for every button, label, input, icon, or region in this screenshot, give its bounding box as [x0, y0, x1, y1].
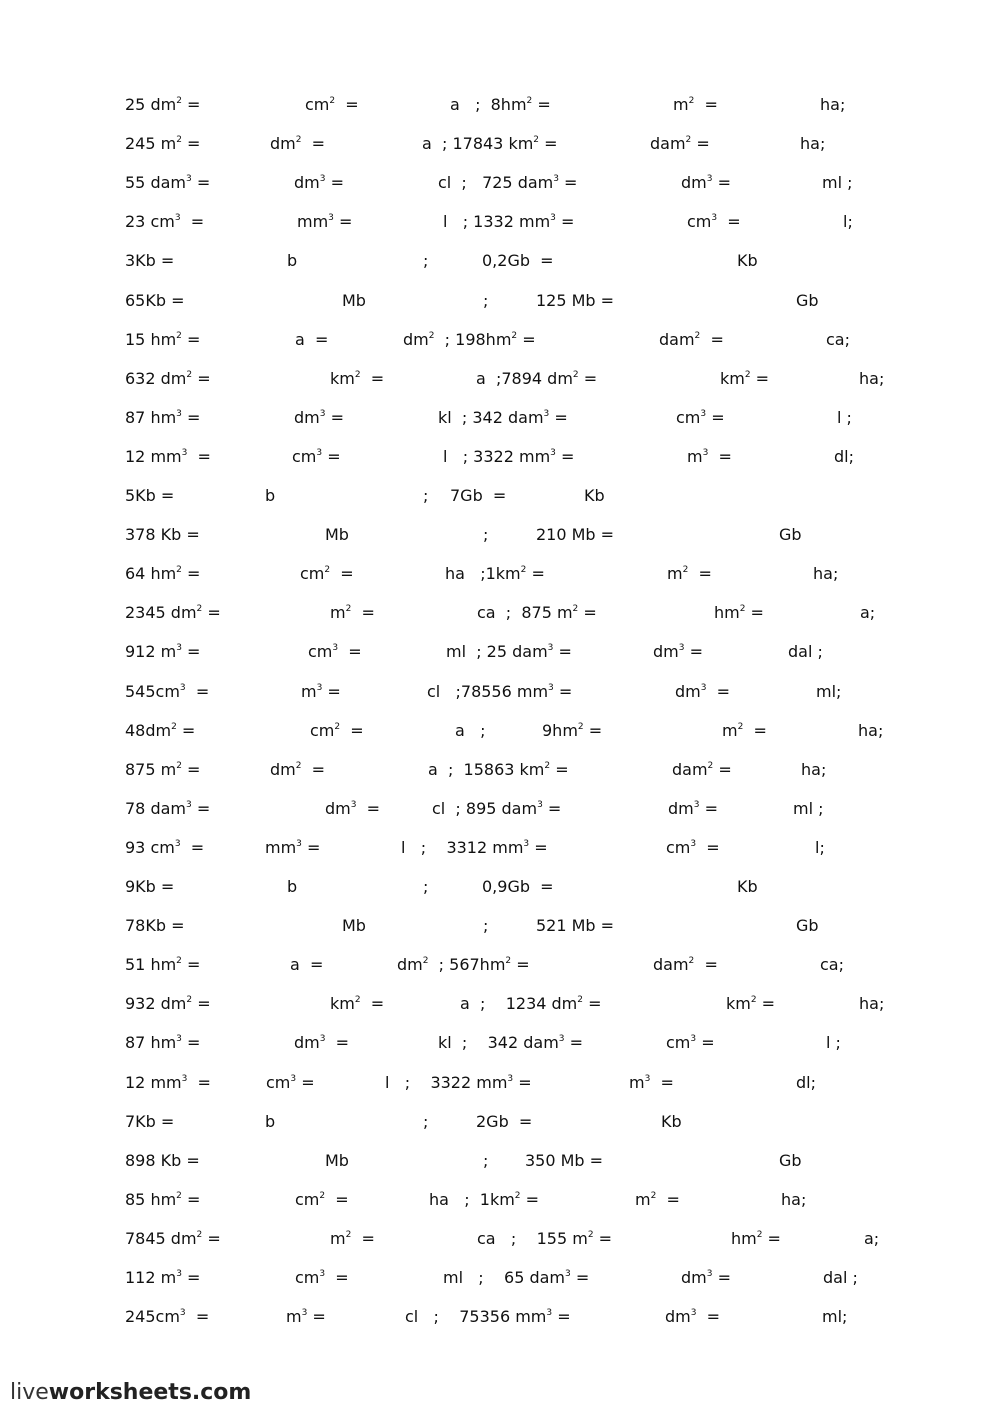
exercise-text: a ; $8hm^2$ = — [450, 95, 551, 114]
exercise-row — [0, 797, 1000, 821]
exercise-text: $km^2$ = — [330, 369, 385, 388]
exercise-text: cl ; 725 dam$^3$ = — [438, 173, 578, 192]
exercise-text: l ; — [837, 408, 852, 427]
exercise-text: $hm^2$ = — [714, 603, 764, 622]
exercise-row — [0, 640, 1000, 664]
exercise-row — [0, 171, 1000, 195]
exercise-row — [0, 328, 1000, 352]
exercise-text: $cm^3$ = — [666, 1033, 715, 1052]
exercise-text: dl; — [796, 1073, 816, 1092]
exercise-text: 112 $m^3$ = — [125, 1268, 201, 1287]
exercise-text: $m^2$ = — [330, 1229, 375, 1248]
exercise-text: 378 Kb = — [125, 525, 200, 544]
exercise-text: Kb — [584, 486, 605, 505]
exercise-text: $dm^3$ = — [675, 682, 731, 701]
exercise-text: dam$^2$ = — [672, 760, 732, 779]
exercise-text: ml ; 65 dam$^3$ = — [443, 1268, 590, 1287]
exercise-text: 0,2Gb = — [482, 251, 554, 270]
exercise-text: $48dm^2$ = — [125, 721, 196, 740]
exercise-text: ha; — [813, 564, 839, 583]
exercise-row — [0, 1110, 1000, 1134]
exercise-text: 87 $hm^3$ = — [125, 408, 201, 427]
exercise-text: $m^2$ = — [635, 1190, 680, 1209]
exercise-text: 0,9Gb = — [482, 877, 554, 896]
exercise-text: $dm^2$ ; $567hm^2$ = — [397, 955, 530, 974]
exercise-text: Kb — [661, 1112, 682, 1131]
exercise-text: b — [287, 877, 298, 896]
exercise-text: $km^2$ = — [720, 369, 770, 388]
exercise-text: ; — [483, 525, 489, 544]
exercise-text: $dm^2$ = — [270, 760, 326, 779]
exercise-text: $cm^2$ = — [300, 564, 354, 583]
exercise-text: 5Kb = — [125, 486, 175, 505]
exercise-text: 7Gb = — [450, 486, 507, 505]
exercise-text: $m^2$ = — [722, 721, 767, 740]
exercise-text: Mb — [342, 916, 366, 935]
exercise-row — [0, 93, 1000, 117]
exercise-text: ha; — [820, 95, 846, 114]
exercise-row — [0, 406, 1000, 430]
exercise-text: ca; — [826, 330, 850, 349]
exercise-row — [0, 992, 1000, 1016]
exercise-text: ; — [483, 1151, 489, 1170]
exercise-text: l; — [815, 838, 825, 857]
exercise-row — [0, 1227, 1000, 1251]
exercise-text: ; — [423, 251, 429, 270]
exercise-text: 25 $dm^2$ = — [125, 95, 201, 114]
exercise-text: 78 dam$^3$ = — [125, 799, 211, 818]
exercise-text: 55 dam$^3$ = — [125, 173, 211, 192]
exercise-row — [0, 445, 1000, 469]
exercise-row — [0, 562, 1000, 586]
exercise-text: 64 $hm^2$ = — [125, 564, 201, 583]
exercise-text: dl; — [834, 447, 854, 466]
exercise-text: $cm^2$ = — [310, 721, 364, 740]
exercise-text: a; — [864, 1229, 880, 1248]
exercise-row — [0, 758, 1000, 782]
exercise-text: $m^3$ = — [286, 1307, 326, 1326]
exercise-text: $m^2$ = — [667, 564, 712, 583]
exercise-text: 912 $m^3$ = — [125, 642, 201, 661]
exercise-row — [0, 914, 1000, 938]
exercise-row — [0, 719, 1000, 743]
exercise-text: $dm^3$ = — [668, 799, 718, 818]
exercise-text: 932 $dm^2$ = — [125, 994, 211, 1013]
exercise-text: ha; — [801, 760, 827, 779]
exercise-text: 65Kb = — [125, 291, 185, 310]
exercise-text: 12 $mm^3$ = — [125, 1073, 211, 1092]
exercise-row — [0, 1188, 1000, 1212]
exercise-text: ; — [423, 486, 429, 505]
exercise-text: $dm^2$ = — [270, 134, 326, 153]
exercise-text: ca ; 875 $m^2$ = — [477, 603, 597, 622]
exercise-text: $m^2$ = — [673, 95, 718, 114]
exercise-text: ha $;1km^2$ = — [445, 564, 545, 583]
exercise-text: l ; — [826, 1033, 841, 1052]
exercise-text: 2345 $dm^2$ = — [125, 603, 221, 622]
exercise-text: ml ; — [793, 799, 824, 818]
exercise-text: kl ; 342 dam$^3$ = — [438, 1033, 584, 1052]
exercise-text: ml ; 25 dam$^3$ = — [446, 642, 572, 661]
exercise-text: $9hm^2$ = — [542, 721, 603, 740]
exercise-text: 9Kb = — [125, 877, 175, 896]
exercise-text: kl ; 342 dam$^3$ = — [438, 408, 568, 427]
exercise-text: ; — [423, 1112, 429, 1131]
exercise-text: ; — [423, 877, 429, 896]
exercise-text: 87 $hm^3$ = — [125, 1033, 201, 1052]
exercise-text: b — [265, 1112, 276, 1131]
exercise-text: a ;7894 $dm^2$ = — [476, 369, 598, 388]
exercise-row — [0, 601, 1000, 625]
exercise-text: cl ; 895 dam$^3$ = — [432, 799, 562, 818]
exercise-row — [0, 484, 1000, 508]
exercise-text: 7845 $dm^2$ = — [125, 1229, 221, 1248]
exercise-text: Kb — [737, 877, 758, 896]
exercise-text: $km^2$ = — [330, 994, 385, 1013]
exercise-text: $mm^3$ = — [265, 838, 321, 857]
exercise-text: $cm^3$ = — [308, 642, 362, 661]
exercise-text: dam$^2$ = — [659, 330, 724, 349]
exercise-text: 875 $m^2$ = — [125, 760, 201, 779]
exercise-row — [0, 1305, 1000, 1329]
exercise-row — [0, 289, 1000, 313]
exercise-text: a; — [860, 603, 876, 622]
exercise-row — [0, 836, 1000, 860]
exercise-text: Gb — [796, 291, 819, 310]
exercise-text: $545cm^3$ = — [125, 682, 210, 701]
exercise-text: 632 $dm^2$ = — [125, 369, 211, 388]
exercise-text: cl ;78556 $mm^3$ = — [427, 682, 573, 701]
exercise-text: $dm^3$ = — [294, 173, 344, 192]
exercise-text: $cm^3$ = — [666, 838, 720, 857]
exercise-text: 15 $hm^2$ = — [125, 330, 201, 349]
exercise-text: $cm^2$ = — [295, 1190, 349, 1209]
exercise-text: $cm^3$ = — [292, 447, 341, 466]
exercise-row — [0, 249, 1000, 273]
exercise-text: Gb — [779, 1151, 802, 1170]
exercise-text: Mb — [325, 525, 349, 544]
exercise-text: ; — [483, 916, 489, 935]
exercise-text: 3Kb = — [125, 251, 175, 270]
exercise-text: dam$^2$ = — [653, 955, 718, 974]
exercise-text: ha; — [858, 721, 884, 740]
exercise-text: $dm^3$ = — [294, 408, 344, 427]
exercise-text: 93 $cm^3$ = — [125, 838, 205, 857]
exercise-text: ml ; — [822, 173, 853, 192]
exercise-text: dam$^2$ = — [650, 134, 710, 153]
exercise-row — [0, 875, 1000, 899]
exercise-text: $cm^3$ = — [266, 1073, 315, 1092]
exercise-text: $m^2$ = — [330, 603, 375, 622]
exercise-text: $m^3$ = — [301, 682, 341, 701]
exercise-text: b — [265, 486, 276, 505]
exercise-text: 51 $hm^2$ = — [125, 955, 201, 974]
exercise-text: 350 Mb = — [525, 1151, 604, 1170]
exercise-text: 12 $mm^3$ = — [125, 447, 211, 466]
exercise-row — [0, 367, 1000, 391]
exercise-row — [0, 680, 1000, 704]
exercise-text: Kb — [737, 251, 758, 270]
exercise-text: a ; — [455, 721, 486, 740]
exercise-text: l ; 3322 $mm^3$ = — [385, 1073, 532, 1092]
exercise-text: ha; — [781, 1190, 807, 1209]
exercise-text: $245cm^3$ = — [125, 1307, 210, 1326]
exercise-text: cl ; 75356 $mm^3$ = — [405, 1307, 571, 1326]
exercise-text: ha; — [859, 369, 885, 388]
exercise-text: a ; 15863 $km^2$ = — [428, 760, 569, 779]
exercise-row — [0, 1031, 1000, 1055]
exercise-text: $cm^3$ = — [687, 212, 741, 231]
exercise-text: $cm^3$ = — [295, 1268, 349, 1287]
exercise-text: $hm^2$ = — [731, 1229, 781, 1248]
exercise-text: $dm^3$ = — [653, 642, 703, 661]
exercise-row — [0, 1149, 1000, 1173]
exercise-text: ; — [483, 291, 489, 310]
exercise-text: Gb — [796, 916, 819, 935]
exercise-text: $cm^2$ = — [305, 95, 359, 114]
exercise-row — [0, 210, 1000, 234]
exercise-text: l ; 3322 $mm^3$ = — [443, 447, 575, 466]
exercise-text: $dm^3$ = — [681, 1268, 731, 1287]
exercise-row — [0, 523, 1000, 547]
exercise-text: b — [287, 251, 298, 270]
exercise-text: ml; — [822, 1307, 848, 1326]
exercise-row — [0, 1071, 1000, 1095]
exercise-text: ha; — [859, 994, 885, 1013]
exercise-text: 2Gb = — [476, 1112, 533, 1131]
exercise-text: a ; 1234 $dm^2$ = — [460, 994, 602, 1013]
exercise-text: $dm^3$ = — [325, 799, 381, 818]
exercise-text: $cm^3$ = — [676, 408, 725, 427]
logo-text-light: live — [10, 1380, 49, 1405]
exercise-text: $km^2$ = — [726, 994, 776, 1013]
exercise-text: a ; 17843 $km^2$ = — [422, 134, 558, 153]
exercise-text: Gb — [779, 525, 802, 544]
exercise-text: 210 Mb = — [536, 525, 615, 544]
exercise-text: dal ; — [823, 1268, 858, 1287]
exercise-text: 521 Mb = — [536, 916, 615, 935]
exercise-text: Mb — [342, 291, 366, 310]
exercise-text: dal ; — [788, 642, 823, 661]
liveworksheets-logo — [10, 1379, 251, 1407]
exercise-text: 23 $cm^3$ = — [125, 212, 205, 231]
exercise-text: ha; — [800, 134, 826, 153]
logo-text-bold: worksheets.com — [48, 1380, 252, 1405]
exercise-text: l ; 1332 $mm^3$ = — [443, 212, 575, 231]
exercise-text: 85 $hm^2$ = — [125, 1190, 201, 1209]
exercise-text: $m^3$ = — [687, 447, 732, 466]
exercise-text: $dm^3$ = — [681, 173, 731, 192]
exercise-text: ha ; $1km^2$ = — [429, 1190, 540, 1209]
exercise-text: l; — [843, 212, 853, 231]
exercise-text: 7Kb = — [125, 1112, 175, 1131]
exercise-text: $dm^3$ = — [294, 1033, 350, 1052]
exercise-row — [0, 953, 1000, 977]
exercise-row — [0, 1266, 1000, 1290]
exercise-row — [0, 132, 1000, 156]
exercise-text: 898 Kb = — [125, 1151, 200, 1170]
exercise-text: ca; — [820, 955, 844, 974]
exercise-text: $dm^3$ = — [665, 1307, 721, 1326]
exercise-text: 78Kb = — [125, 916, 185, 935]
exercise-text: $mm^3$ = — [297, 212, 353, 231]
exercise-text: l ; 3312 $mm^3$ = — [401, 838, 548, 857]
exercise-text: Mb — [325, 1151, 349, 1170]
exercise-text: $dm^2$ ; $198hm^2$ = — [403, 330, 536, 349]
exercise-text: a = — [290, 955, 324, 974]
exercise-text: ml; — [816, 682, 842, 701]
exercise-text: 245 $m^2$ = — [125, 134, 201, 153]
exercise-text: a = — [295, 330, 329, 349]
exercise-text: $m^3$ = — [629, 1073, 674, 1092]
exercise-text: ca ; 155 $m^2$ = — [477, 1229, 613, 1248]
exercise-text: 125 Mb = — [536, 291, 615, 310]
